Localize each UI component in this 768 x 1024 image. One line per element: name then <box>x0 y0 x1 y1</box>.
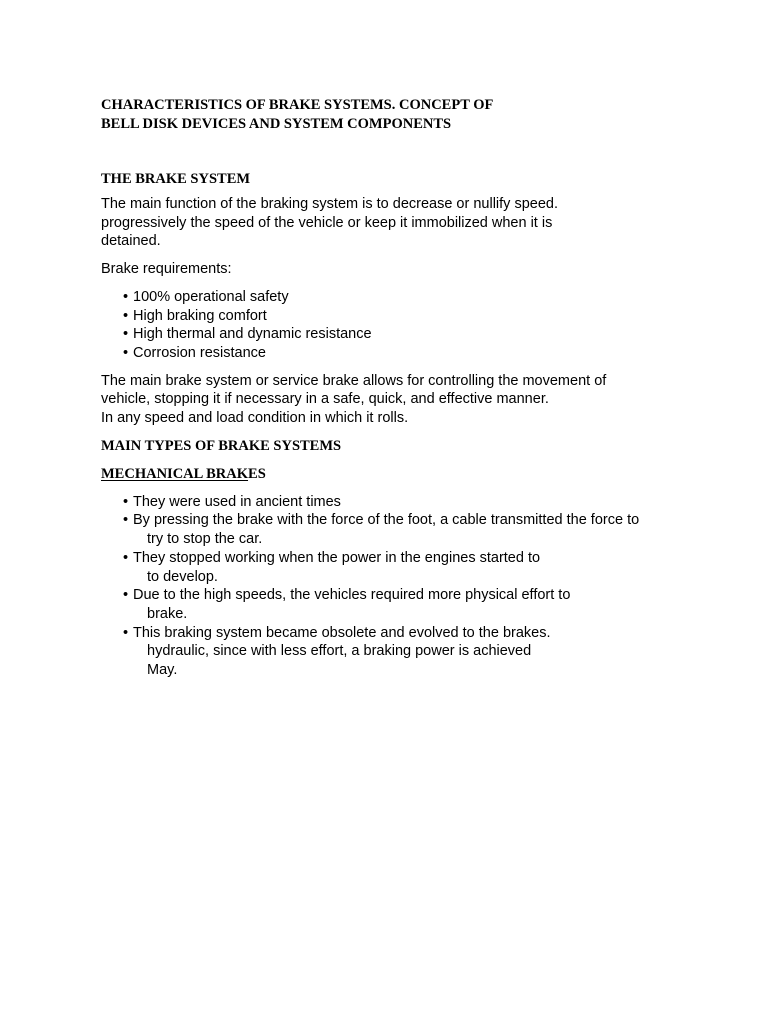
section-heading-brake-system: THE BRAKE SYSTEM <box>101 171 251 187</box>
list-item <box>123 511 701 548</box>
list-item <box>123 493 701 512</box>
bullet-icon: • <box>123 587 129 604</box>
bullet-icon: • <box>123 493 129 510</box>
list-item-continuation: try to stop the car. <box>147 531 263 548</box>
list-item-continuation: May. <box>147 662 178 679</box>
intro-paragraph <box>101 195 701 251</box>
title-line-2: BELL DISK DEVICES AND SYSTEM COMPONENTS <box>101 116 452 132</box>
list-item-text: Due to the high speeds, the vehicles required more physical effort to <box>133 587 571 604</box>
intro-line-1: The main function of the braking system is to decrease or nullify speed. <box>101 196 558 212</box>
list-item <box>123 307 701 326</box>
list-item <box>123 549 701 586</box>
mechanical-brakes-list <box>101 493 701 680</box>
main-brake-paragraph <box>101 372 701 428</box>
bullet-icon: • <box>123 344 129 361</box>
list-item <box>123 288 701 307</box>
intro-line-2: progressively the speed of the vehicle or keep it immobilized when it is <box>101 214 553 231</box>
bullet-icon: • <box>123 326 129 343</box>
section-heading-main-types: MAIN TYPES OF BRAKE SYSTEMS <box>101 437 342 454</box>
requirements-list <box>101 288 701 363</box>
list-item-text: 100% operational safety <box>133 288 289 305</box>
list-item <box>123 624 701 680</box>
list-item <box>123 586 701 623</box>
list-item-text: By pressing the brake with the force of the foot, a cable transmitted the force to <box>133 512 640 529</box>
main-line-1: The main brake system or service brake allows for controlling the movement of <box>101 372 607 389</box>
list-item-continuation: to develop. <box>147 568 218 585</box>
subheading-rest-part: ES <box>248 465 266 482</box>
list-item-continuation: hydraulic, since with less effort, a braking power is achieved <box>147 643 532 660</box>
intro-line-3: detained. <box>101 233 161 250</box>
list-item-text: They stopped working when the power in the engines started to <box>133 549 541 566</box>
document-title <box>101 96 701 134</box>
list-item <box>123 325 701 344</box>
requirements-label: Brake requirements: <box>101 261 232 278</box>
bullet-icon: • <box>123 288 129 305</box>
main-line-2: vehicle, stopping it if necessary in a safe, quick, and effective manner. <box>101 391 549 408</box>
subheading-mechanical-brakes <box>101 465 701 484</box>
document-page <box>101 96 701 680</box>
bullet-icon: • <box>123 624 129 641</box>
list-item <box>123 344 701 363</box>
title-line-1: CHARACTERISTICS OF BRAKE SYSTEMS. CONCEPT OF <box>101 97 494 113</box>
list-item-text: They were used in ancient times <box>133 493 341 510</box>
list-item-text: High thermal and dynamic resistance <box>133 326 372 343</box>
main-line-3: In any speed and load condition in which it rolls. <box>101 410 409 427</box>
list-item-text: High braking comfort <box>133 307 267 324</box>
list-item-continuation: brake. <box>147 605 188 622</box>
bullet-icon: • <box>123 549 129 566</box>
bullet-icon: • <box>123 307 129 324</box>
list-item-text: Corrosion resistance <box>133 344 266 361</box>
bullet-icon: • <box>123 512 129 529</box>
list-item-text: This braking system became obsolete and evolved to the brakes. <box>133 624 551 641</box>
subheading-underlined-part: MECHANICAL BRAK <box>101 465 249 482</box>
